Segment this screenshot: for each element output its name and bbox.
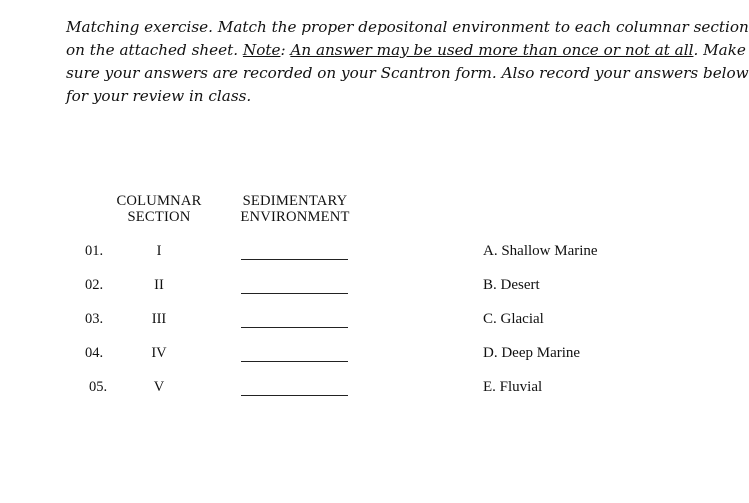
choice-c: C. Glacial <box>483 311 544 327</box>
instructions-line-2-end: . Make <box>693 41 746 59</box>
row-section: I <box>156 243 162 259</box>
row-number: 03. <box>85 311 104 327</box>
instructions-line-2 <box>66 39 746 62</box>
matching-row <box>0 379 700 403</box>
answer-blank[interactable] <box>241 327 348 328</box>
choice-e: E. Fluvial <box>483 379 543 395</box>
row-section: V <box>153 379 165 395</box>
sedimentary-header-line-2: ENVIRONMENT <box>240 209 350 225</box>
matching-row <box>0 277 700 301</box>
choice-d: D. Deep Marine <box>483 345 581 361</box>
row-number: 04. <box>85 345 104 361</box>
row-number: 05. <box>89 379 108 395</box>
columnar-header-line-1: COLUMNAR <box>116 193 202 209</box>
instructions-line-1: Matching exercise. Match the proper depositonal environment to each columnar section <box>66 18 749 36</box>
answer-blank[interactable] <box>241 361 348 362</box>
columnar-section-header <box>106 193 212 225</box>
sedimentary-environment-header <box>228 193 362 225</box>
note-text: An answer may be used more than once or not at all <box>290 41 694 59</box>
matching-row <box>0 345 700 369</box>
row-section: IV <box>151 345 167 361</box>
instructions-paragraph <box>66 16 749 108</box>
choice-b: B. Desert <box>483 277 540 293</box>
answer-blank[interactable] <box>241 395 348 396</box>
columnar-header-line-2: SECTION <box>127 209 191 225</box>
answer-blank[interactable] <box>241 293 348 294</box>
instructions-line-3: sure your answers are recorded on your Scantron form. Also record your answers below <box>66 64 749 82</box>
instructions-line-2-start: on the attached sheet. <box>66 41 243 59</box>
row-number: 01. <box>85 243 104 259</box>
note-label: Note <box>242 41 281 59</box>
row-section: III <box>151 311 167 327</box>
note-colon: : <box>280 41 291 59</box>
instructions-line-4: for your review in class. <box>66 87 252 105</box>
sedimentary-header-line-1: SEDIMENTARY <box>242 193 348 209</box>
choice-a: A. Shallow Marine <box>483 243 598 259</box>
row-number: 02. <box>85 277 104 293</box>
matching-row <box>0 311 700 335</box>
answer-blank[interactable] <box>241 259 348 260</box>
row-section: II <box>154 277 164 293</box>
